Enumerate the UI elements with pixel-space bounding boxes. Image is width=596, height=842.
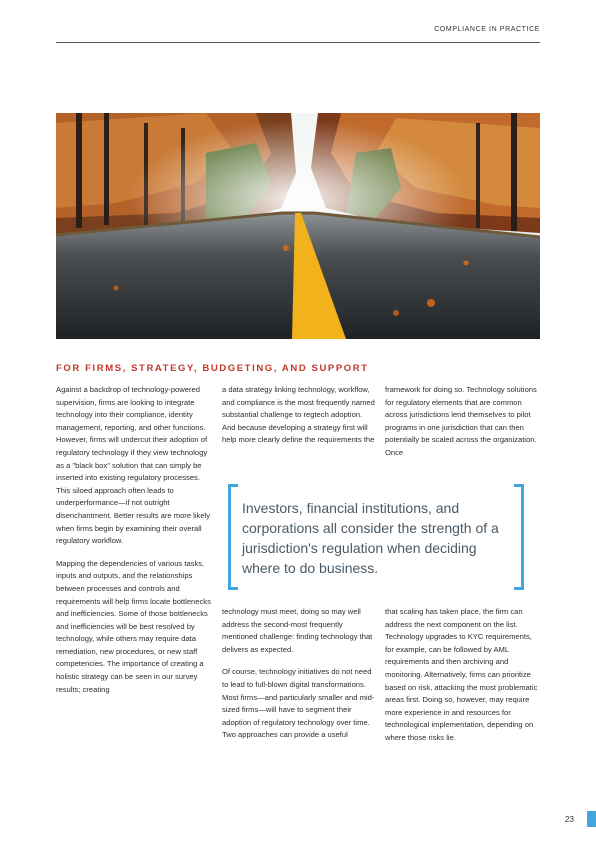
pull-quote-text: Investors, financial institutions, and corporations all consider the strength of a jurisdiction's regulation when deciding where to do business. xyxy=(242,500,499,576)
page-number: 23 xyxy=(565,815,574,824)
column-1 xyxy=(56,384,211,706)
page-tab-marker xyxy=(587,811,596,827)
column-2-paragraph-2: technology must meet, doing so may well address the second-most frequently mentioned challenge: finding technology that delivers as expected. xyxy=(222,607,373,654)
column-3-lower xyxy=(385,606,540,755)
column-3-paragraph-2: that scaling has taken place, the firm can address the next component on the list. Technology upgrades to KYC requirements, for example, can be followed by AML requirements and then archiving and monitoring. Alternatively, firms can prioritize based on risk, attacking the most problematic areas first. Doing so, however, may require more experience in and resources for technological implementation, depending on where those risks lie. xyxy=(385,607,538,742)
column-2-lower xyxy=(222,606,377,752)
header-rule xyxy=(56,42,540,43)
pull-quote xyxy=(228,484,524,590)
running-header: COMPLIANCE IN PRACTICE xyxy=(434,26,540,33)
pull-quote-right-bracket xyxy=(514,484,524,590)
road-illustration xyxy=(56,113,540,339)
column-2-upper xyxy=(222,384,377,457)
column-3-upper xyxy=(385,384,540,470)
column-1-paragraph-2: Mapping the dependencies of various tasks, inputs and outputs, and the relationships between processes and controls and requirements will help firms locate bottlenecks and inefficiencies. Some of those bottlenecks and inefficiencies will be best resolved by technology, while others may require data remediation, new procedures, or new staff competencies. The importance of creating a holistic strategy can be seen in our survey results; creating xyxy=(56,558,211,694)
hero-image-autumn-road xyxy=(56,113,540,339)
column-2-paragraph-1: a data strategy linking technology, workflow, and compliance is the most frequently named substantial challenge to regtech adoption. And because developing a strategy first will help more clearly define the requirements the xyxy=(222,385,375,445)
pull-quote-left-bracket xyxy=(228,484,238,590)
column-1-paragraph-1: Against a backdrop of technology-powered supervision, firms are looking to integrate technology into their compliance, identity management, reporting, and other functions. However, firms will undercut their adoption of regulatory technology if they view technology as a "black box" solution that can simply be inserted into existing regulatory processes. This siloed approach often leads to underperformance—if not outright disenchantment. Better results are more likely when firms begin by examining their overall regulatory workflow. xyxy=(56,385,211,546)
section-heading: FOR FIRMS, STRATEGY, BUDGETING, AND SUPPORT xyxy=(56,363,369,374)
column-2-paragraph-3: Of course, technology initiatives do not need to lead to full-blown digital transformations. Most firms—and particularly smaller and mid-sized firms—will have to segment their adoption of regulatory technology over time. Two approaches can provide a useful xyxy=(222,667,375,740)
column-3-paragraph-1: framework for doing so. Technology solutions for regulatory elements that are common across jurisdictions lend themselves to pilot programs in one jurisdiction that can then potentially be scaled across the organization. Once xyxy=(385,385,537,457)
